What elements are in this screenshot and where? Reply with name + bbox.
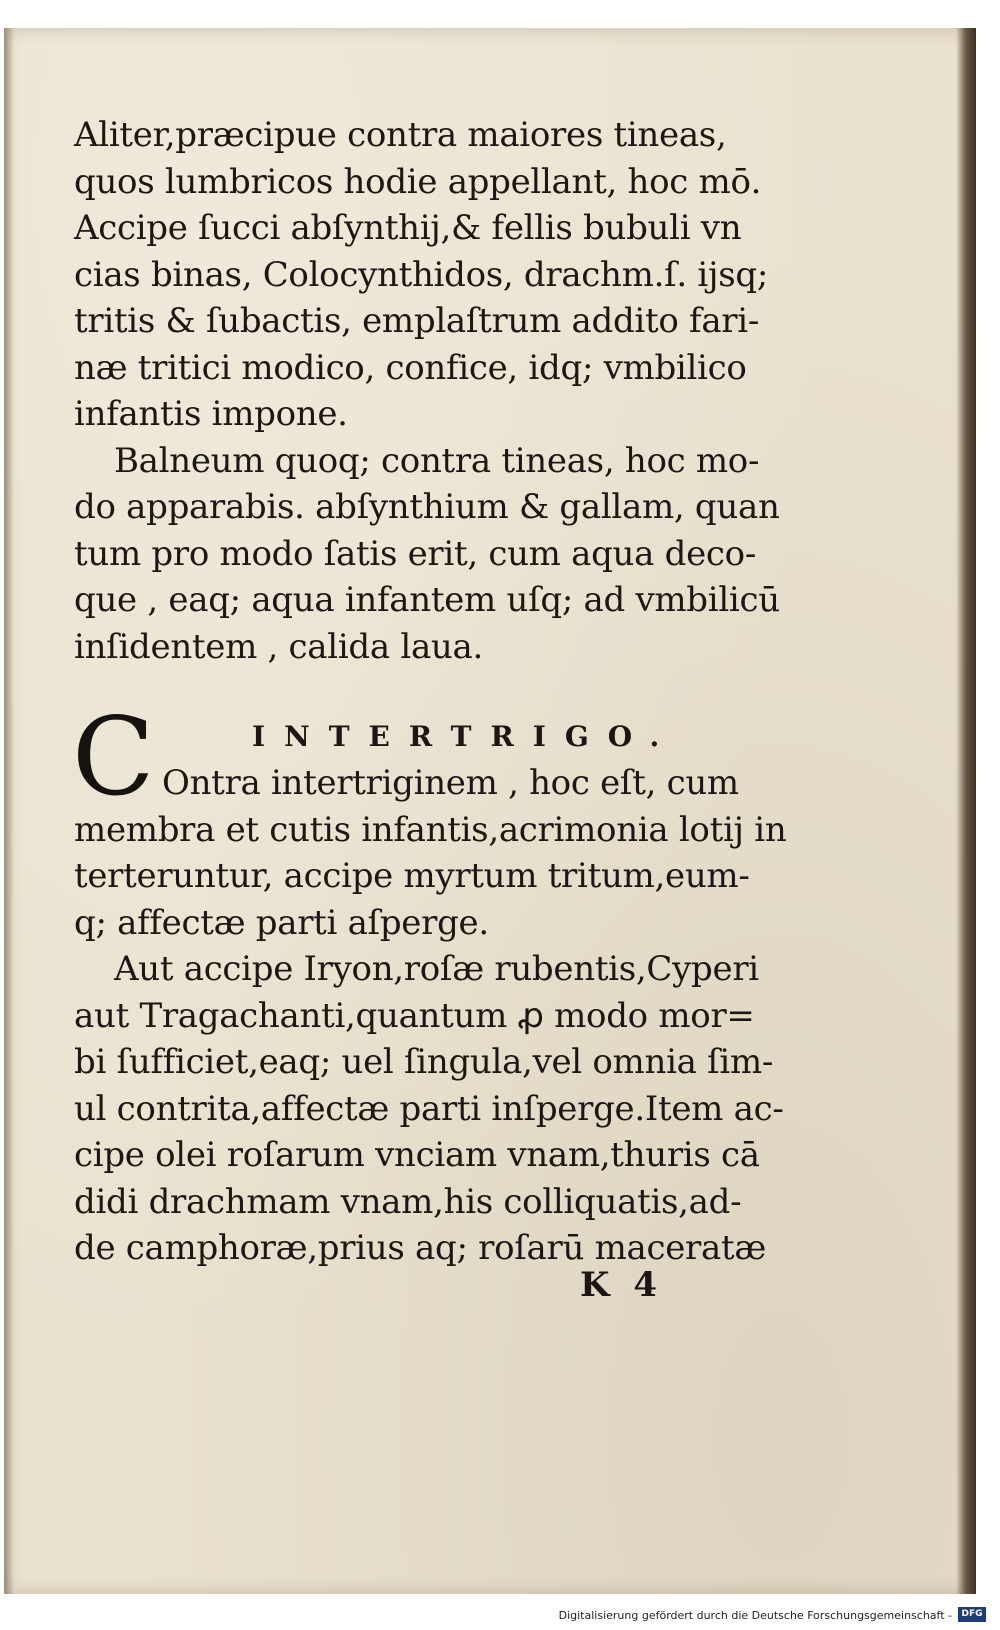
text-line: næ tritici modico, confice, idq; vmbilico xyxy=(74,347,747,388)
text-line: Aliter,præcipue contra maiores tineas, xyxy=(74,115,727,155)
paragraph-balneum xyxy=(74,438,794,671)
text-line: infantis impone. xyxy=(74,394,348,434)
book-binding xyxy=(956,28,976,1594)
text-line: cias binas, Colocynthidos, drachm.ſ. ijsq; xyxy=(74,254,768,295)
text-line: membra et cutis infantis,acrimonia lotij in xyxy=(74,809,787,850)
section-intertrigo xyxy=(72,695,794,946)
text-line: terteruntur, accipe myrtum tritum,eum- xyxy=(74,856,750,896)
dfg-logo: DFG xyxy=(958,1607,986,1622)
page-edge-shadow xyxy=(4,28,14,1594)
text-line: bi ſufficiet,eaq; uel ſingula,vel omnia ſim- xyxy=(74,1042,774,1082)
text-line: de camphoræ,prius aq; roſarū maceratæ xyxy=(74,1228,766,1268)
paragraph-iryon xyxy=(74,946,794,1272)
text-line: Balneum quoq; contra tineas, hoc mo- xyxy=(114,440,760,481)
text-line: Aut accipe Iryon,roſæ rubentis,Cyperi xyxy=(114,949,759,989)
text-line: didi drachmam vnam,his colliquatis,ad- xyxy=(74,1181,742,1222)
section-spacer xyxy=(74,670,794,714)
section-title: INTERTRIGO. xyxy=(252,720,679,753)
drop-cap: C xyxy=(72,695,155,820)
text-line: quos lumbricos hodie appellant, hoc mō. xyxy=(74,161,762,202)
text-line: ul contrita,affectæ parti inſperge.Item ac- xyxy=(74,1088,784,1129)
text-line: do apparabis. abſynthium & gallam, quan xyxy=(74,487,780,527)
text-line: inſidentem , calida laua. xyxy=(74,626,483,667)
text-line: q; affectæ parti aſperge. xyxy=(74,902,489,943)
signature-mark: K 4 xyxy=(580,1265,664,1305)
text-line: que , eaq; aqua infantem uſq; ad vmbilicū xyxy=(74,580,780,620)
text-line: tritis & ſubactis, emplaſtrum addito fari- xyxy=(74,301,760,341)
paragraph-tineas xyxy=(74,112,794,438)
page-text xyxy=(74,112,794,1272)
text-line: cipe olei roſarum vnciam vnam,thuris cā xyxy=(74,1135,760,1175)
digitization-credit: Digitalisierung gefördert durch die Deutsche Forschungsgemeinschaft - xyxy=(558,1609,952,1622)
text-line: aut Tragachanti,quantum ꝓ modo mor= xyxy=(74,995,755,1036)
text-line: Ontra intertriginem , hoc eſt, cum xyxy=(162,763,739,803)
text-line: tum pro modo ſatis erit, cum aqua deco- xyxy=(74,533,757,574)
text-line: Accipe ſucci abſynthij,& fellis bubuli vn xyxy=(74,208,742,248)
